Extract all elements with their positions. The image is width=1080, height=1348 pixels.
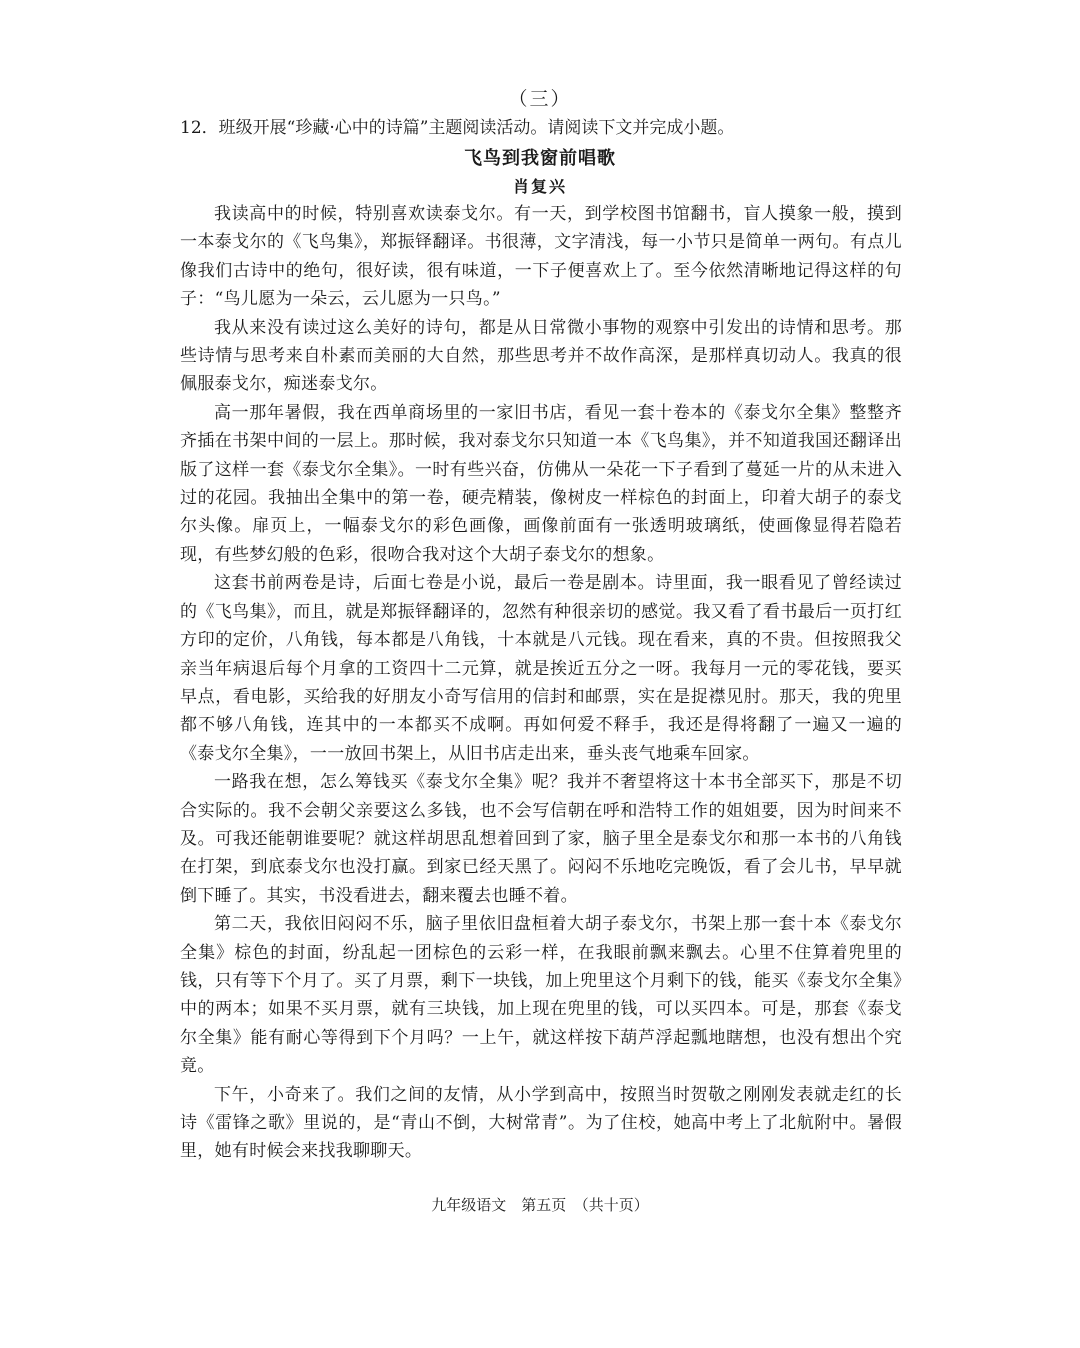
article-author: 肖复兴 xyxy=(512,177,567,196)
question-prompt: 12．班级开展“珍藏·心中的诗篇”主题阅读活动。请阅读下文并完成小题。 xyxy=(180,118,735,138)
paragraph: 我读高中的时候，特别喜欢读泰戈尔。有一天，到学校图书馆翻书，盲人摸象一般，摸到一本泰戈尔的《飞鸟集》，郑振铎翻译。书很薄，文字清浅，每一小节只是简单一两句。有点儿像我们古诗中的绝句，很好读，很有味道，一下子便喜欢上了。至今依然清晰地记得这样的句子：“鸟儿愿为一朵云，云儿愿为一只鸟。” xyxy=(180,204,902,310)
paragraph: 这套书前两卷是诗，后面七卷是小说，最后一卷是剧本。诗里面，我一眼看见了曾经读过的《飞鸟集》，而且，就是郑振铎翻译的，忽然有种很亲切的感觉。我又看了看书最后一页打红方印的定价，八角钱，每本都是八角钱，十本就是八元钱。现在看来，真的不贵。但按照我父亲当年病退后每个月拿的工资四十二元算，就是挨近五分之一呀。我每月一元的零花钱，要买早点，看电影，买给我的好朋友小奇写信用的信封和邮票，实在是捉襟见肘。那天，我的兜里都不够八角钱，连其中的一本都买不成啊。再如何爱不释手，我还是得将翻了一遍又一遍的《泰戈尔全集》，一一放回书架上，从旧书店走出来，垂头丧气地乘车回家。 xyxy=(180,573,902,764)
paragraph: 高一那年暑假，我在西单商场里的一家旧书店，看见一套十卷本的《泰戈尔全集》整整齐齐插在书架中间的一层上。那时候，我对泰戈尔只知道一本《飞鸟集》，并不知道我国还翻译出版了这样一套《泰戈尔全集》。一时有些兴奋，仿佛从一朵花一下子看到了蔓延一片的从未进入过的花园。我抽出全集中的第一卷，硬壳精装，像树皮一样棕色的封面上，印着大胡子的泰戈尔头像。扉页上，一幅泰戈尔的彩色画像，画像前面有一张透明玻璃纸，使画像显得若隐若现，有些梦幻般的色彩，很吻合我对这个大胡子泰戈尔的想象。 xyxy=(180,402,902,565)
page-footer: 九年级语文 第五页 （共十页） xyxy=(431,1196,649,1214)
paragraph: 下午，小奇来了。我们之间的友情，从小学到高中，按照当时贺敬之刚刚发表就走红的长诗《雷锋之歌》里说的，是“青山不倒，大树常青”。为了住校，她高中考上了北航附中。暑假里，她有时候会来找我聊聊天。 xyxy=(180,1084,902,1162)
article-title: 飞鸟到我窗前唱歌 xyxy=(464,148,616,169)
article-body xyxy=(180,200,902,1166)
paragraph: 一路我在想，怎么筹钱买《泰戈尔全集》呢？我并不奢望将这十本书全部买下，那是不切合实际的。我不会朝父亲要这么多钱，也不会写信朝在呼和浩特工作的姐姐要，因为时间来不及。可我还能朝谁要呢？就这样胡思乱想着回到了家，脑子里全是泰戈尔和那一本书的八角钱在打架，到底泰戈尔也没打赢。到家已经天黑了。闷闷不乐地吃完晚饭，看了会儿书，早早就倒下睡了。其实，书没看进去，翻来覆去也睡不着。 xyxy=(180,772,902,906)
paragraph: 第二天，我依旧闷闷不乐，脑子里依旧盘桓着大胡子泰戈尔，书架上那一套十本《泰戈尔全集》棕色的封面，纷乱起一团棕色的云彩一样，在我眼前飘来飘去。心里不住算着兜里的钱，只有等下个月了。买了月票，剩下一块钱，加上兜里这个月剩下的钱，能买《泰戈尔全集》中的两本；如果不买月票，就有三块钱，加上现在兜里的钱，可以买四本。可是，那套《泰戈尔全集》能有耐心等得到下个月吗？一上午，就这样按下葫芦浮起瓢地瞎想，也没有想出个究竟。 xyxy=(180,914,902,1077)
paragraph: 我从来没有读过这么美好的诗句，都是从日常微小事物的观察中引发出的诗情和思考。那些诗情与思考来自朴素而美丽的大自然，那些思考并不故作高深，是那样真切动人。我真的很佩服泰戈尔，痴迷泰戈尔。 xyxy=(180,317,902,395)
section-label: （三） xyxy=(508,88,572,110)
